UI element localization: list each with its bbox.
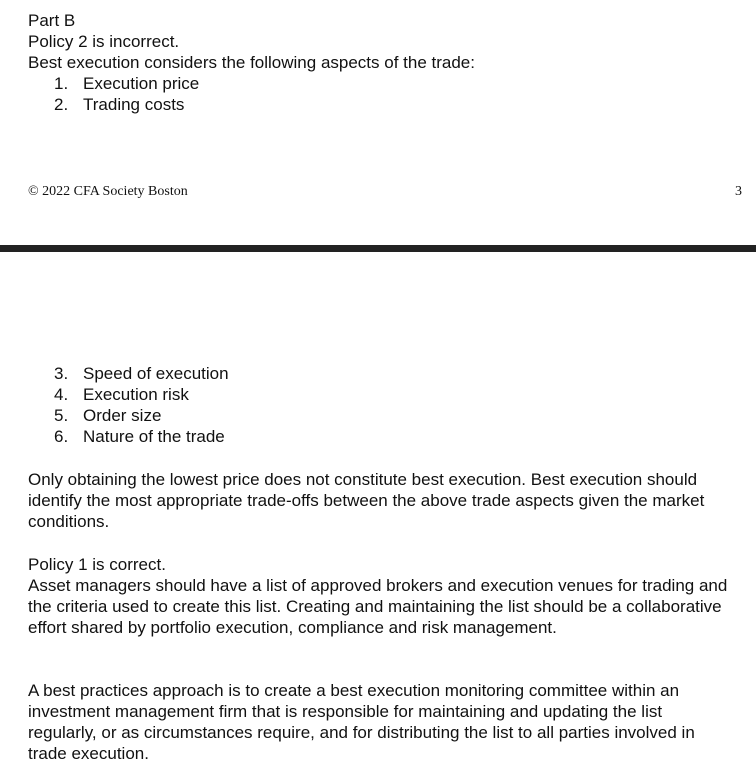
footer-copyright: © 2022 CFA Society Boston — [28, 184, 188, 199]
page-number: 3 — [735, 184, 742, 199]
policy-1-statement: Policy 1 is correct. — [28, 555, 166, 574]
list-number: 5. — [54, 406, 69, 425]
best-execution-intro: Best execution considers the following aspects of the trade: — [28, 53, 475, 72]
policy-2-statement: Policy 2 is incorrect. — [28, 32, 180, 51]
monitoring-committee-paragraph: A best practices approach is to create a best execution monitoring committee within an investment management firm that is responsible for maintaining and updating the list regularly, or as circumstances require, and for distributing the list to all parties involved in trade execution. — [28, 681, 695, 763]
best-execution-paragraph: Only obtaining the lowest price does not constitute best execution. Best execution should identify the most appropriate trade-offs between the above trade aspects given the market conditions. — [28, 470, 705, 531]
list-number: 3. — [54, 364, 69, 383]
list-text: Nature of the trade — [83, 427, 225, 446]
list-item — [54, 73, 199, 94]
list-number: 1. — [54, 74, 69, 93]
list-text: Speed of execution — [83, 364, 229, 383]
list-item — [54, 94, 184, 115]
list-number: 6. — [54, 427, 69, 446]
list-number: 2. — [54, 95, 69, 114]
list-number: 4. — [54, 385, 69, 404]
list-text: Order size — [83, 406, 162, 425]
page-break-divider — [0, 245, 756, 252]
list-item — [54, 426, 225, 447]
section-heading: Part B — [28, 11, 76, 30]
list-text: Trading costs — [83, 95, 185, 114]
document-page-1 — [0, 0, 756, 245]
list-text: Execution price — [83, 74, 200, 93]
list-text: Execution risk — [83, 385, 189, 404]
list-item — [54, 384, 189, 405]
list-item — [54, 363, 229, 384]
list-item — [54, 405, 161, 426]
document-page-2 — [0, 252, 756, 770]
approved-brokers-paragraph: Asset managers should have a list of approved brokers and execution venues for trading and the criteria used to create this list. Creating and maintaining the list should be a collaborative effort shared by portfolio execution, compliance and risk management. — [28, 576, 728, 637]
